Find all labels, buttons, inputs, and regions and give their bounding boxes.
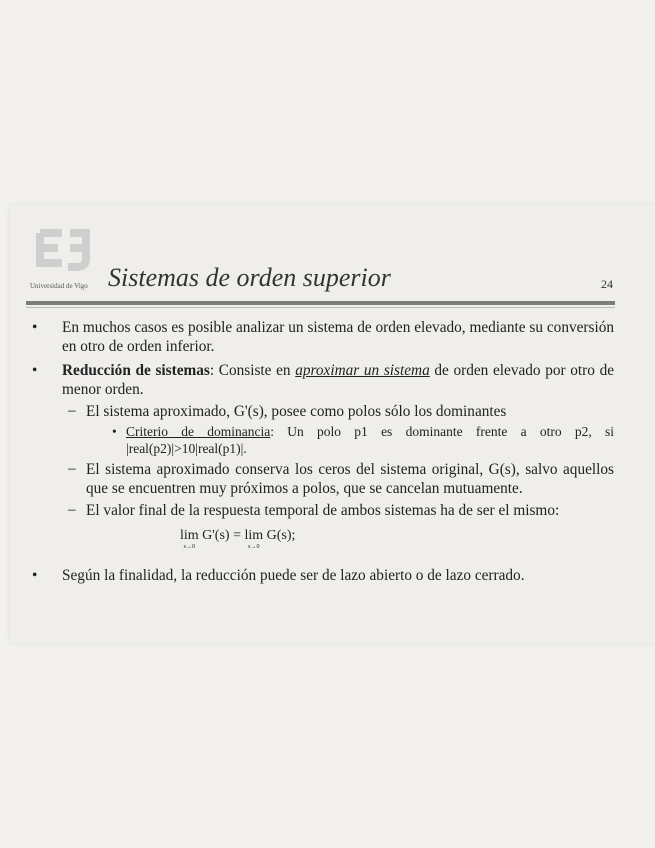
criterion-text: : Un polo p1 es dominante frente a otro p2, si |real(p2)|>10|real(p1)|. [126,424,614,456]
sub-sub-bullet-1 [28,423,614,457]
dash-marker: – [68,460,76,477]
bullet-2 [28,361,614,399]
limit-right [244,526,263,550]
title-rule [26,301,615,305]
sub-bullet-2 [28,460,614,498]
university-name: Universidad de Vigo [30,282,88,290]
slide-content [28,313,614,585]
lim-sub: s→0 [248,544,260,550]
sub-bullet-2-text: El sistema aproximado conserva los ceros del sistema original, G(s), salvo aquellos que se encuentren muy próximos a polos, que se cancelan mutuamente. [86,461,614,497]
dash-marker: – [68,501,76,518]
title-rule-thin [26,307,615,308]
bullet-marker: • [112,424,117,439]
limit-left [180,526,199,550]
lim-text: lim [244,528,264,543]
bullet-1-text: En muchos casos es posible analizar un sistema de orden elevado, mediante su conversión en otro de orden inferior. [62,319,614,355]
lim-sub: s→0 [183,544,195,550]
sub-bullet-3-text: El valor final de la respuesta temporal de ambos sistemas ha de ser el mismo: [86,502,560,519]
bullet-2-post: de orden elevado por otro de menor orden. [62,362,615,398]
sub-bullet-3 [28,501,614,520]
slide-title: Sistemas de orden superior [108,263,391,292]
bullet-3-text: Según la finalidad, la reducción puede ser de lazo abierto o de lazo cerrado. [62,567,525,584]
sub-bullet-1-text: El sistema aproximado, G'(s), posee como polos sólo los dominantes [86,403,507,420]
bullet-2-emphasis: aproximar un sistema [295,362,430,379]
bullet-2-pre: : Consiste en [209,362,296,379]
bullet-marker: • [32,362,38,379]
university-logo-icon [32,219,92,279]
bullet-2-bold: Reducción de sistemas [62,362,210,379]
bullet-3 [28,566,614,585]
bullet-marker: • [32,567,38,584]
lim-text: lim [180,528,199,543]
formula-right: G(s); [266,528,296,543]
bullet-1 [28,318,614,356]
sub-bullet-1 [28,402,614,421]
dash-marker: – [68,402,76,419]
bullet-marker: • [32,319,38,336]
final-value-formula [180,526,614,550]
page-number: 24 [601,277,613,291]
formula-left: G'(s) = [202,528,241,543]
slide [10,205,655,643]
criterion-label: Criterio de dominancia [126,424,271,439]
